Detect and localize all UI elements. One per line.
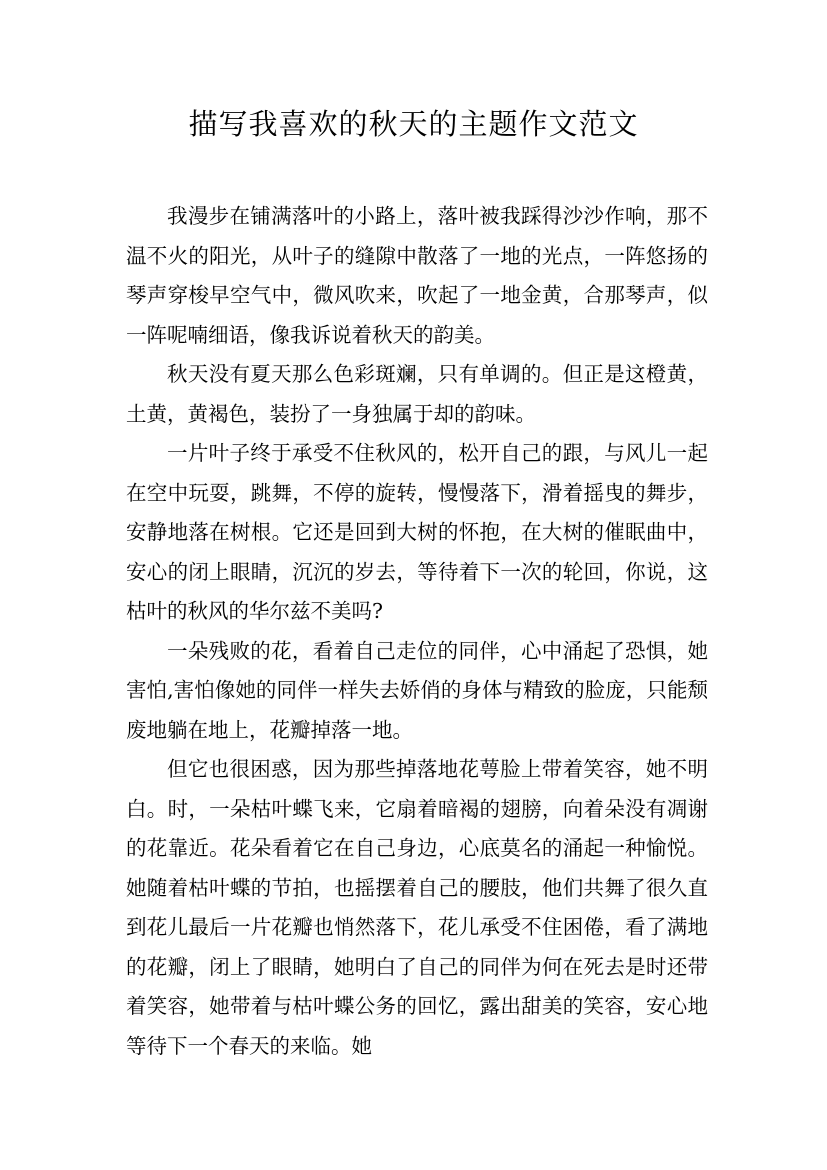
document-body	[126, 197, 708, 1066]
paragraph: 一片叶子终于承受不住秋风的，松开自己的跟，与风儿一起在空中玩耍，跳舞，不停的旋转，慢慢落下，滑着摇曳的舞步，安静地落在树根。它还是回到大树的怀抱，在大树的催眠曲中，安心的闭上眼睛，沉沉的岁去，等待着下一次的轮回，你说，这枯叶的秋风的华尔兹不美吗?	[126, 441, 708, 623]
paragraph: 我漫步在铺满落叶的小路上，落叶被我踩得沙沙作响，那不温不火的阳光，从叶子的缝隙中散落了一地的光点，一阵悠扬的琴声穿梭早空气中，微风吹来，吹起了一地金黄，合那琴声，似一阵呢喃细语，像我诉说着秋天的韵美。	[126, 204, 708, 347]
paragraph: 但它也很困惑，因为那些掉落地花萼脸上带着笑容，她不明白。时，一朵枯叶蝶飞来，它扇着暗褐的翅膀，向着朵没有凋谢的花靠近。花朵看着它在自己身边，心底莫名的涌起一种愉悦。她随着枯叶蝶的节拍，也摇摆着自己的腰肢，他们共舞了很久直到花儿最后一片花瓣也悄然落下，花儿承受不住困倦，看了满地的花瓣，闭上了眼睛，她明白了自己的同伴为何在死去是时还带着笑容，她带着与枯叶蝶公务的回忆，露出甜美的笑容，安心地等待下一个春天的来临。她	[126, 757, 708, 1058]
document-title: 描写我喜欢的秋天的主题作文范文	[188, 107, 639, 141]
paragraph: 一朵残败的花，看着自己走位的同伴，心中涌起了恐惧，她害怕,害怕像她的同伴一样失去娇俏的身体与精致的脸庞，只能颓废地躺在地上，花瓣掉落一地。	[126, 638, 708, 742]
paragraph: 秋天没有夏天那么色彩斑斓，只有单调的。但正是这橙黄，土黄，黄褐色，装扮了一身独属于却的韵味。	[126, 362, 708, 426]
